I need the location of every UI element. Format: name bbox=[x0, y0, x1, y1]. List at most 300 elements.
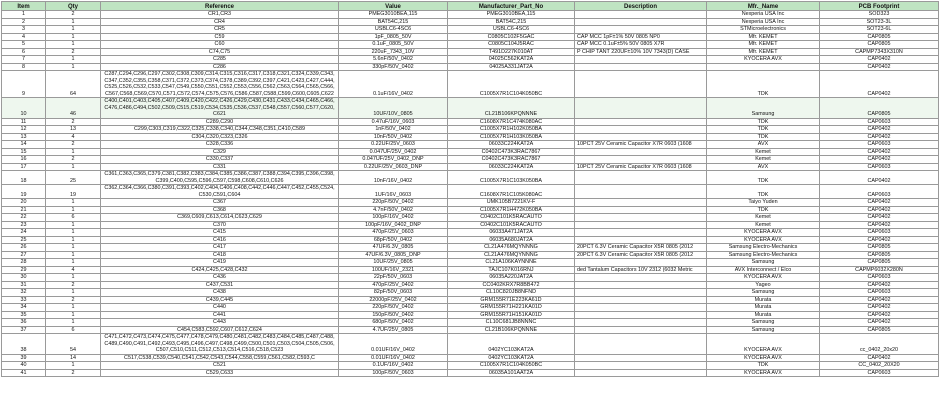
cell-value[interactable]: 100pF/16V_0402_DNP bbox=[339, 221, 448, 229]
table-row[interactable] bbox=[2, 33, 939, 41]
cell-description[interactable] bbox=[575, 156, 707, 164]
cell-description[interactable] bbox=[575, 199, 707, 207]
cell-item[interactable]: 14 bbox=[2, 141, 46, 149]
cell-pcb-footprint[interactable]: CAP0805 bbox=[820, 259, 939, 267]
table-row[interactable] bbox=[2, 274, 939, 282]
cell-reference[interactable]: C286 bbox=[101, 63, 339, 71]
table-row[interactable] bbox=[2, 229, 939, 237]
cell-qty[interactable]: 1 bbox=[46, 259, 101, 267]
cell-value[interactable]: 10UF/25V_0805 bbox=[339, 259, 448, 267]
cell-mfr-name[interactable]: AVX bbox=[707, 141, 820, 149]
cell-pcb-footprint[interactable]: CAP0805 bbox=[820, 326, 939, 334]
cell-qty[interactable]: 1 bbox=[46, 148, 101, 156]
cell-manufacturer-part-no[interactable]: 04025C562KAT2A bbox=[448, 56, 575, 64]
cell-reference[interactable]: C440 bbox=[101, 304, 339, 312]
table-row[interactable] bbox=[2, 369, 939, 377]
cell-mfr-name[interactable]: Murata bbox=[707, 296, 820, 304]
cell-item[interactable]: 24 bbox=[2, 229, 46, 237]
cell-pcb-footprint[interactable]: CAP0805 bbox=[820, 244, 939, 252]
cell-value[interactable]: 220pF/50V_0402 bbox=[339, 304, 448, 312]
cell-qty[interactable]: 2 bbox=[46, 296, 101, 304]
cell-mfr-name[interactable]: KYOCERA AVX bbox=[707, 274, 820, 282]
cell-reference[interactable]: C419 bbox=[101, 259, 339, 267]
cell-manufacturer-part-no[interactable]: C0402C473K3RAC7867 bbox=[448, 156, 575, 164]
cell-qty[interactable]: 1 bbox=[46, 199, 101, 207]
cell-pcb-footprint[interactable]: CAP0402 bbox=[820, 133, 939, 141]
cell-value[interactable]: 0.01UF/16V_0402 bbox=[339, 354, 448, 362]
cell-mfr-name[interactable]: KYOCERA AVX bbox=[707, 56, 820, 64]
cell-manufacturer-part-no[interactable]: CL21A476MQYNNNG bbox=[448, 244, 575, 252]
cell-item[interactable]: 39 bbox=[2, 354, 46, 362]
table-row[interactable] bbox=[2, 304, 939, 312]
cell-manufacturer-part-no[interactable]: CL21A476MQYNNNG bbox=[448, 251, 575, 259]
table-row[interactable] bbox=[2, 48, 939, 56]
cell-pcb-footprint[interactable]: CAP0603 bbox=[820, 185, 939, 199]
table-row[interactable] bbox=[2, 266, 939, 274]
cell-reference[interactable]: C443 bbox=[101, 319, 339, 327]
header-mfr-name[interactable]: Mfr._Name bbox=[707, 2, 820, 11]
cell-description[interactable] bbox=[575, 206, 707, 214]
cell-reference[interactable]: C400,C401,C403,C405,C407,C409,C420,C422,C426,C429,C430,C431,C433,C434,C465,C466,C476,C486,C494,C502,C509,C515,C519,C534,C535,C536,C537,C548,C557,C560,C577,C620,C621 bbox=[101, 98, 339, 119]
cell-qty[interactable]: 13 bbox=[46, 126, 101, 134]
cell-value[interactable]: 82pF/50V_0603 bbox=[339, 289, 448, 297]
cell-value[interactable]: 330pF/50V_0402 bbox=[339, 63, 448, 71]
cell-pcb-footprint[interactable]: CAP0603 bbox=[820, 274, 939, 282]
cell-item[interactable]: 6 bbox=[2, 48, 46, 56]
cell-value[interactable]: 220uF_7343_10V bbox=[339, 48, 448, 56]
cell-qty[interactable]: 2 bbox=[46, 48, 101, 56]
cell-qty[interactable]: 2 bbox=[46, 141, 101, 149]
cell-qty[interactable]: 2 bbox=[46, 369, 101, 377]
cell-item[interactable]: 16 bbox=[2, 156, 46, 164]
table-row[interactable] bbox=[2, 214, 939, 222]
cell-reference[interactable]: C370 bbox=[101, 221, 339, 229]
cell-value[interactable]: 220pF/50V_0402 bbox=[339, 199, 448, 207]
cell-mfr-name[interactable]: Nexperia USA Inc bbox=[707, 11, 820, 19]
table-row[interactable] bbox=[2, 354, 939, 362]
cell-pcb-footprint[interactable]: CAP0402 bbox=[820, 304, 939, 312]
cell-pcb-footprint[interactable]: CAP0603 bbox=[820, 369, 939, 377]
cell-mfr-name[interactable]: Samsung bbox=[707, 259, 820, 267]
cell-mfr-name[interactable]: Samsung Electro-Mechanics bbox=[707, 251, 820, 259]
cell-manufacturer-part-no[interactable]: C0805C104J5RAC bbox=[448, 41, 575, 49]
header-reference[interactable]: Reference bbox=[101, 2, 339, 11]
cell-description[interactable] bbox=[575, 11, 707, 19]
cell-value[interactable]: 100pF/50V_0603 bbox=[339, 369, 448, 377]
cell-mfr-name[interactable]: KYOCERA AVX bbox=[707, 354, 820, 362]
cell-mfr-name[interactable]: STMicroelectronics bbox=[707, 26, 820, 34]
header-pcb-footprint[interactable]: PCB Footprint bbox=[820, 2, 939, 11]
cell-pcb-footprint[interactable]: CAP0805 bbox=[820, 33, 939, 41]
cell-value[interactable]: 1nF/50V_0402 bbox=[339, 126, 448, 134]
cell-mfr-name[interactable]: Samsung bbox=[707, 289, 820, 297]
cell-item[interactable]: 19 bbox=[2, 185, 46, 199]
cell-item[interactable]: 4 bbox=[2, 33, 46, 41]
cell-qty[interactable]: 25 bbox=[46, 171, 101, 185]
cell-reference[interactable]: C287,C294,C296,C297,C302,C308,C309,C314,C315,C316,C317,C318,C321,C324,C339,C343,C347,C352,C355,C358,C371,C372,C373,C374,C378,C389,C392,C397,C421,C423,C427,C444,C525,C526,C532,C533,C547,C549,C550,C551,C552,C553,C556,C562,C563,C564,C565,C566,C567,C568,C569,C570,C571,C572,C574,C575,C576,C586,C587,C588,C599,C600,C605,C622 bbox=[101, 71, 339, 98]
cell-manufacturer-part-no[interactable]: USBLC6-4SC6 bbox=[448, 26, 575, 34]
cell-reference[interactable]: C521 bbox=[101, 362, 339, 370]
cell-item[interactable]: 11 bbox=[2, 118, 46, 126]
cell-description[interactable] bbox=[575, 289, 707, 297]
cell-mfr-name[interactable]: TDK bbox=[707, 185, 820, 199]
cell-reference[interactable]: C304,C320,C323,C326 bbox=[101, 133, 339, 141]
cell-item[interactable]: 34 bbox=[2, 304, 46, 312]
cell-manufacturer-part-no[interactable]: GRM155R71E223KA61D bbox=[448, 296, 575, 304]
cell-value[interactable]: 0.047UF/25V_0402 bbox=[339, 148, 448, 156]
cell-qty[interactable]: 1 bbox=[46, 221, 101, 229]
cell-pcb-footprint[interactable]: CAP0402 bbox=[820, 63, 939, 71]
cell-item[interactable]: 30 bbox=[2, 274, 46, 282]
table-row[interactable] bbox=[2, 206, 939, 214]
cell-reference[interactable]: C517,C538,C539,C540,C541,C542,C543,C544,C558,C559,C561,C582,C593,C bbox=[101, 354, 339, 362]
cell-description[interactable]: 10PCT 25V Ceramic Capacitor X7R 0603 (1608 bbox=[575, 163, 707, 171]
cell-mfr-name[interactable]: Mfr. KEMET bbox=[707, 48, 820, 56]
cell-pcb-footprint[interactable]: CAP0603 bbox=[820, 141, 939, 149]
cell-manufacturer-part-no[interactable]: TAJC107K016RNJ bbox=[448, 266, 575, 274]
cell-description[interactable]: P CHIP TANT 220UF±10% 10V 7343(D) CASE bbox=[575, 48, 707, 56]
header-manufacturer-part-no[interactable]: Manufacturer_Part_No bbox=[448, 2, 575, 11]
cell-mfr-name[interactable]: TDK bbox=[707, 71, 820, 98]
cell-manufacturer-part-no[interactable]: CL10C681JB8NNNC bbox=[448, 319, 575, 327]
cell-description[interactable] bbox=[575, 319, 707, 327]
cell-description[interactable]: 20PCT 6.3V Ceramic Capacitor X5R 0805 (2012 bbox=[575, 251, 707, 259]
cell-qty[interactable]: 4 bbox=[46, 266, 101, 274]
cell-description[interactable] bbox=[575, 26, 707, 34]
cell-pcb-footprint[interactable]: SOD323 bbox=[820, 11, 939, 19]
cell-qty[interactable]: 1 bbox=[46, 56, 101, 64]
cell-manufacturer-part-no[interactable]: C1608X7R1C105K080AC bbox=[448, 185, 575, 199]
cell-qty[interactable]: 1 bbox=[46, 26, 101, 34]
cell-reference[interactable]: CR1,CR3 bbox=[101, 11, 339, 19]
cell-item[interactable]: 22 bbox=[2, 214, 46, 222]
table-row[interactable] bbox=[2, 281, 939, 289]
cell-item[interactable]: 2 bbox=[2, 18, 46, 26]
cell-reference[interactable]: C436 bbox=[101, 274, 339, 282]
cell-manufacturer-part-no[interactable]: CC0402KRX7R8BB472 bbox=[448, 281, 575, 289]
cell-item[interactable]: 9 bbox=[2, 71, 46, 98]
cell-pcb-footprint[interactable]: CAP0402 bbox=[820, 236, 939, 244]
cell-manufacturer-part-no[interactable]: BAT54C,215 bbox=[448, 18, 575, 26]
cell-pcb-footprint[interactable]: cc_0402_20x20 bbox=[820, 334, 939, 355]
cell-pcb-footprint[interactable]: CAP0402 bbox=[820, 354, 939, 362]
header-description[interactable]: Description bbox=[575, 2, 707, 11]
cell-mfr-name[interactable]: TDK bbox=[707, 362, 820, 370]
cell-description[interactable]: ded Tantalum Capacitors 10V 2312 (6032 Metric bbox=[575, 266, 707, 274]
cell-mfr-name[interactable]: TDK bbox=[707, 126, 820, 134]
cell-value[interactable]: 470pF/25V_0402 bbox=[339, 281, 448, 289]
cell-qty[interactable]: 6 bbox=[46, 214, 101, 222]
cell-value[interactable]: 10nF/16V_0402 bbox=[339, 171, 448, 185]
cell-qty[interactable]: 1 bbox=[46, 229, 101, 237]
cell-value[interactable]: BAT54C,215 bbox=[339, 18, 448, 26]
cell-reference[interactable]: C416 bbox=[101, 236, 339, 244]
cell-value[interactable]: 0.22UF/25V_0603 bbox=[339, 141, 448, 149]
cell-reference[interactable]: C368 bbox=[101, 206, 339, 214]
cell-pcb-footprint[interactable]: CAP0402 bbox=[820, 56, 939, 64]
cell-qty[interactable]: 64 bbox=[46, 71, 101, 98]
cell-manufacturer-part-no[interactable]: C1005X7R1H103K050BA bbox=[448, 133, 575, 141]
cell-value[interactable]: USBLC6-4SC6 bbox=[339, 26, 448, 34]
cell-reference[interactable]: C74,C75 bbox=[101, 48, 339, 56]
cell-mfr-name[interactable]: Taiyo Yuden bbox=[707, 199, 820, 207]
cell-pcb-footprint[interactable]: CC_0402_20X20 bbox=[820, 362, 939, 370]
cell-mfr-name[interactable]: KYOCERA AVX bbox=[707, 369, 820, 377]
cell-description[interactable] bbox=[575, 281, 707, 289]
cell-pcb-footprint[interactable]: CAP0402 bbox=[820, 171, 939, 185]
cell-qty[interactable]: 54 bbox=[46, 334, 101, 355]
cell-manufacturer-part-no[interactable]: 06035A220JAT2A bbox=[448, 274, 575, 282]
table-row[interactable] bbox=[2, 133, 939, 141]
cell-item[interactable]: 38 bbox=[2, 334, 46, 355]
cell-value[interactable]: 0.01UF/16V_0402 bbox=[339, 334, 448, 355]
cell-mfr-name[interactable]: Murata bbox=[707, 304, 820, 312]
cell-description[interactable] bbox=[575, 326, 707, 334]
cell-qty[interactable]: 19 bbox=[46, 185, 101, 199]
cell-qty[interactable]: 46 bbox=[46, 98, 101, 119]
cell-manufacturer-part-no[interactable]: 06033C224KAT2A bbox=[448, 141, 575, 149]
cell-reference[interactable]: C417 bbox=[101, 244, 339, 252]
cell-mfr-name[interactable]: Kemet bbox=[707, 214, 820, 222]
table-row[interactable] bbox=[2, 334, 939, 355]
header-qty[interactable]: Qty bbox=[46, 2, 101, 11]
cell-pcb-footprint[interactable]: CAP0402 bbox=[820, 281, 939, 289]
cell-item[interactable]: 32 bbox=[2, 289, 46, 297]
cell-qty[interactable]: 14 bbox=[46, 354, 101, 362]
cell-manufacturer-part-no[interactable]: CL21B106KPQNNNE bbox=[448, 98, 575, 119]
header-value[interactable]: Value bbox=[339, 2, 448, 11]
cell-mfr-name[interactable]: AVX Interconnect / Elco bbox=[707, 266, 820, 274]
table-row[interactable] bbox=[2, 126, 939, 134]
table-row[interactable] bbox=[2, 259, 939, 267]
cell-description[interactable]: CAP MCC 1pF±1% 50V 0805 NP0 bbox=[575, 33, 707, 41]
cell-pcb-footprint[interactable]: CAP0805 bbox=[820, 251, 939, 259]
cell-reference[interactable]: C415 bbox=[101, 229, 339, 237]
cell-manufacturer-part-no[interactable]: CL10C820JB8NFND bbox=[448, 289, 575, 297]
cell-manufacturer-part-no[interactable]: 0402YC103KAT2A bbox=[448, 334, 575, 355]
cell-item[interactable]: 29 bbox=[2, 266, 46, 274]
cell-reference[interactable]: C441 bbox=[101, 311, 339, 319]
cell-mfr-name[interactable]: AVX bbox=[707, 163, 820, 171]
cell-mfr-name[interactable]: Murata bbox=[707, 311, 820, 319]
cell-item[interactable]: 28 bbox=[2, 259, 46, 267]
cell-description[interactable]: CAP MCC 0.1uF±5% 50V 0805 X7R bbox=[575, 41, 707, 49]
table-row[interactable] bbox=[2, 163, 939, 171]
cell-reference[interactable]: C60 bbox=[101, 41, 339, 49]
cell-qty[interactable]: 1 bbox=[46, 274, 101, 282]
table-row[interactable] bbox=[2, 362, 939, 370]
cell-manufacturer-part-no[interactable]: UMK105B7221KV-F bbox=[448, 199, 575, 207]
cell-pcb-footprint[interactable]: SOT23-3L bbox=[820, 18, 939, 26]
cell-mfr-name[interactable]: Yageo bbox=[707, 281, 820, 289]
cell-description[interactable] bbox=[575, 221, 707, 229]
cell-manufacturer-part-no[interactable]: CL21A106KAYNNNE bbox=[448, 259, 575, 267]
cell-description[interactable] bbox=[575, 71, 707, 98]
cell-value[interactable]: 0.1uF_0805_50V bbox=[339, 41, 448, 49]
cell-pcb-footprint[interactable]: CAP0603 bbox=[820, 289, 939, 297]
cell-manufacturer-part-no[interactable]: 06033A471JAT2A bbox=[448, 229, 575, 237]
cell-description[interactable] bbox=[575, 259, 707, 267]
cell-description[interactable] bbox=[575, 214, 707, 222]
cell-reference[interactable]: C330,C337 bbox=[101, 156, 339, 164]
cell-manufacturer-part-no[interactable]: 04025A331JAT2A bbox=[448, 63, 575, 71]
cell-reference[interactable]: CR5 bbox=[101, 26, 339, 34]
cell-pcb-footprint[interactable]: CAP0805 bbox=[820, 41, 939, 49]
cell-mfr-name[interactable]: KYOCERA AVX bbox=[707, 229, 820, 237]
cell-qty[interactable]: 1 bbox=[46, 362, 101, 370]
cell-description[interactable] bbox=[575, 354, 707, 362]
cell-item[interactable]: 36 bbox=[2, 319, 46, 327]
cell-description[interactable] bbox=[575, 98, 707, 119]
cell-reference[interactable]: C361,C363,C365,C379,C381,C382,C383,C384,C385,C386,C387,C388,C394,C395,C396,C398,C399,C400,C595,C596,C597,C598,C608,C610,C626 bbox=[101, 171, 339, 185]
cell-mfr-name[interactable]: Samsung bbox=[707, 319, 820, 327]
cell-description[interactable] bbox=[575, 362, 707, 370]
cell-reference[interactable]: C369,C609,C613,C614,C623,C629 bbox=[101, 214, 339, 222]
cell-qty[interactable]: 1 bbox=[46, 33, 101, 41]
table-row[interactable] bbox=[2, 171, 939, 185]
cell-value[interactable]: 10UF/10V_0805 bbox=[339, 98, 448, 119]
cell-manufacturer-part-no[interactable]: CL21B106KPQNNNE bbox=[448, 326, 575, 334]
cell-reference[interactable]: C329 bbox=[101, 148, 339, 156]
cell-value[interactable]: 0.1UF/16V_0402 bbox=[339, 362, 448, 370]
cell-qty[interactable]: 1 bbox=[46, 206, 101, 214]
cell-qty[interactable]: 1 bbox=[46, 63, 101, 71]
cell-pcb-footprint[interactable]: CAP0402 bbox=[820, 311, 939, 319]
cell-value[interactable]: 0.47uF/16V_0603 bbox=[339, 118, 448, 126]
cell-manufacturer-part-no[interactable]: C1005X7R1C104K050BC bbox=[448, 71, 575, 98]
table-row[interactable] bbox=[2, 326, 939, 334]
cell-manufacturer-part-no[interactable]: C0402C473K3RAC7867 bbox=[448, 148, 575, 156]
cell-manufacturer-part-no[interactable]: GRM155R71H151KA01D bbox=[448, 311, 575, 319]
cell-value[interactable]: 47UF/6.3V_0805_DNP bbox=[339, 251, 448, 259]
cell-value[interactable]: 10nF/50V_0402 bbox=[339, 133, 448, 141]
cell-manufacturer-part-no[interactable]: C1005X7R1H472K050BA bbox=[448, 206, 575, 214]
cell-qty[interactable]: 1 bbox=[46, 18, 101, 26]
cell-pcb-footprint[interactable]: CAP0402 bbox=[820, 126, 939, 134]
cell-description[interactable] bbox=[575, 296, 707, 304]
cell-mfr-name[interactable]: Mfr. KEMET bbox=[707, 41, 820, 49]
cell-manufacturer-part-no[interactable]: C1005X7R1H102K050BA bbox=[448, 126, 575, 134]
cell-manufacturer-part-no[interactable]: C1005X7R1C103K050BA bbox=[448, 171, 575, 185]
cell-item[interactable]: 25 bbox=[2, 236, 46, 244]
cell-reference[interactable]: C59 bbox=[101, 33, 339, 41]
cell-qty[interactable]: 2 bbox=[46, 156, 101, 164]
cell-description[interactable] bbox=[575, 133, 707, 141]
cell-manufacturer-part-no[interactable]: C0402C101K5RACAUTO bbox=[448, 214, 575, 222]
cell-value[interactable]: 4.7nF/50V_0402 bbox=[339, 206, 448, 214]
cell-item[interactable]: 13 bbox=[2, 133, 46, 141]
table-row[interactable] bbox=[2, 199, 939, 207]
cell-mfr-name[interactable]: TDK bbox=[707, 171, 820, 185]
cell-qty[interactable]: 1 bbox=[46, 236, 101, 244]
cell-manufacturer-part-no[interactable]: C0805C102F5GAC bbox=[448, 33, 575, 41]
cell-description[interactable] bbox=[575, 185, 707, 199]
cell-description[interactable] bbox=[575, 118, 707, 126]
table-row[interactable] bbox=[2, 141, 939, 149]
cell-reference[interactable]: C299,C303,C319,C322,C325,C338,C340,C344,C348,C351,C410,C589 bbox=[101, 126, 339, 134]
cell-value[interactable]: 4.7UF/25V_0805 bbox=[339, 326, 448, 334]
table-row[interactable] bbox=[2, 296, 939, 304]
table-row[interactable] bbox=[2, 251, 939, 259]
cell-pcb-footprint[interactable]: CAP0402 bbox=[820, 319, 939, 327]
cell-item[interactable]: 5 bbox=[2, 41, 46, 49]
cell-item[interactable]: 12 bbox=[2, 126, 46, 134]
cell-qty[interactable]: 2 bbox=[46, 281, 101, 289]
table-row[interactable] bbox=[2, 11, 939, 19]
table-row[interactable] bbox=[2, 56, 939, 64]
cell-item[interactable]: 31 bbox=[2, 281, 46, 289]
cell-description[interactable] bbox=[575, 304, 707, 312]
cell-description[interactable] bbox=[575, 274, 707, 282]
cell-item[interactable]: 33 bbox=[2, 296, 46, 304]
cell-value[interactable]: 22000pF/25V_0402 bbox=[339, 296, 448, 304]
cell-pcb-footprint[interactable]: CAP0402 bbox=[820, 199, 939, 207]
cell-mfr-name[interactable]: Kemet bbox=[707, 148, 820, 156]
cell-pcb-footprint[interactable]: CAP0805 bbox=[820, 98, 939, 119]
cell-reference[interactable]: C328,C336 bbox=[101, 141, 339, 149]
cell-reference[interactable]: C367 bbox=[101, 199, 339, 207]
cell-reference[interactable]: C418 bbox=[101, 251, 339, 259]
cell-description[interactable] bbox=[575, 171, 707, 185]
cell-pcb-footprint[interactable]: CAP0603 bbox=[820, 118, 939, 126]
cell-value[interactable]: 470pF/25V_0603 bbox=[339, 229, 448, 237]
cell-description[interactable] bbox=[575, 229, 707, 237]
cell-manufacturer-part-no[interactable]: PMEG3010BEA,115 bbox=[448, 11, 575, 19]
cell-manufacturer-part-no[interactable]: C1005X7R1C104K050BC bbox=[448, 362, 575, 370]
cell-mfr-name[interactable]: Nexperia USA Inc bbox=[707, 18, 820, 26]
cell-item[interactable]: 41 bbox=[2, 369, 46, 377]
cell-mfr-name[interactable]: KYOCERA AVX bbox=[707, 334, 820, 355]
cell-mfr-name[interactable]: Samsung Electro-Mechanics bbox=[707, 244, 820, 252]
cell-item[interactable]: 1 bbox=[2, 11, 46, 19]
cell-item[interactable]: 7 bbox=[2, 56, 46, 64]
table-row[interactable] bbox=[2, 41, 939, 49]
cell-pcb-footprint[interactable]: CAP0402 bbox=[820, 156, 939, 164]
cell-item[interactable]: 8 bbox=[2, 63, 46, 71]
cell-manufacturer-part-no[interactable]: GRM155R71H221KA01D bbox=[448, 304, 575, 312]
table-row[interactable] bbox=[2, 118, 939, 126]
cell-description[interactable] bbox=[575, 148, 707, 156]
cell-pcb-footprint[interactable]: CAP0603 bbox=[820, 229, 939, 237]
cell-description[interactable] bbox=[575, 56, 707, 64]
cell-item[interactable]: 15 bbox=[2, 148, 46, 156]
cell-manufacturer-part-no[interactable]: 0402YC103KAT2A bbox=[448, 354, 575, 362]
cell-value[interactable]: 47UF/6.3V_0805 bbox=[339, 244, 448, 252]
cell-item[interactable]: 18 bbox=[2, 171, 46, 185]
cell-value[interactable]: 1UF/16V_0603 bbox=[339, 185, 448, 199]
cell-description[interactable] bbox=[575, 311, 707, 319]
cell-value[interactable]: 1pF_0805_50V bbox=[339, 33, 448, 41]
cell-qty[interactable]: 1 bbox=[46, 163, 101, 171]
cell-reference[interactable]: C471,C472,C473,C474,C475,C477,C478,C479,C480,C481,C482,C483,C484,C485,C487,C488,C489,C490,C491,C492,C493,C495,C496,C497,C498,C499,C500,C501,C503,C504,C505,C506,C507,C510,C511,C512,C513,C514,C516,C518,C523 bbox=[101, 334, 339, 355]
cell-qty[interactable]: 1 bbox=[46, 304, 101, 312]
cell-item[interactable]: 35 bbox=[2, 311, 46, 319]
cell-pcb-footprint[interactable]: SOT23-6L bbox=[820, 26, 939, 34]
cell-mfr-name[interactable]: KYOCERA AVX bbox=[707, 236, 820, 244]
cell-reference[interactable]: C529,C633 bbox=[101, 369, 339, 377]
cell-mfr-name[interactable]: TDK bbox=[707, 118, 820, 126]
cell-mfr-name[interactable]: TDK bbox=[707, 206, 820, 214]
cell-mfr-name[interactable]: TDK bbox=[707, 133, 820, 141]
cell-pcb-footprint[interactable]: CAP0402 bbox=[820, 206, 939, 214]
cell-value[interactable]: 5.6nF/50V_0402 bbox=[339, 56, 448, 64]
table-row[interactable] bbox=[2, 289, 939, 297]
cell-pcb-footprint[interactable]: CAPMP7343X310N bbox=[820, 48, 939, 56]
cell-item[interactable]: 10 bbox=[2, 98, 46, 119]
cell-value[interactable]: 0.047UF/25V_0402_DNP bbox=[339, 156, 448, 164]
table-row[interactable] bbox=[2, 244, 939, 252]
cell-qty[interactable]: 1 bbox=[46, 41, 101, 49]
